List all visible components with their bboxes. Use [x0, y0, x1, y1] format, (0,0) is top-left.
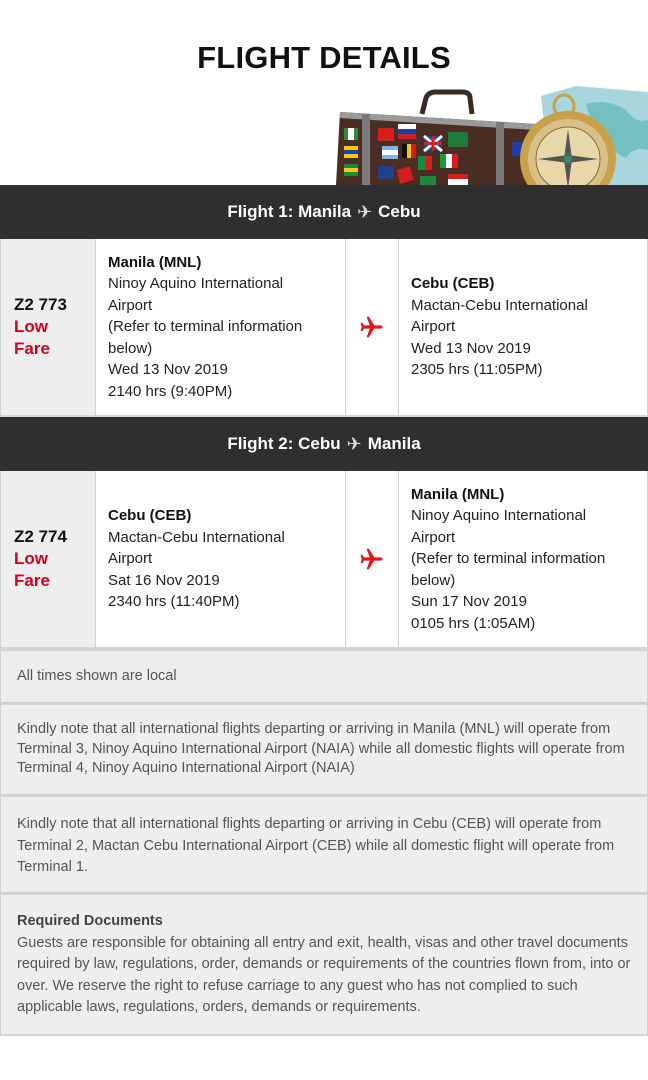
destination-time: 0105 hrs (1:05AM): [411, 614, 536, 632]
flight-1-code-cell: [1, 239, 96, 415]
origin-terminal-note-line1: (Refer to terminal information: [108, 318, 303, 336]
flight-number: Z2 773: [14, 295, 67, 314]
flight-2-direction: [346, 471, 399, 647]
flight-1-header: [0, 185, 648, 239]
fare-type-line1: Low: [14, 549, 48, 568]
flight-2-destination: [399, 471, 647, 647]
destination-date: Sun 17 Nov 2019: [411, 593, 527, 611]
flight-1-direction: [346, 239, 399, 415]
origin-airport-line1: Mactan-Cebu International: [108, 528, 285, 546]
destination-airport-line2: Airport: [411, 318, 456, 336]
origin-airport-line1: Ninoy Aquino International: [108, 275, 284, 293]
fare-type-line1: Low: [14, 317, 48, 336]
destination-date: Wed 13 Nov 2019: [411, 339, 531, 357]
hero-banner: [0, 0, 648, 185]
travel-suitcase-compass-image: [336, 84, 648, 185]
flight-2-origin: [96, 471, 346, 647]
manila-terminal-note: [0, 703, 648, 795]
airplane-icon: ✈: [357, 201, 373, 222]
flight-1-header-destination: Cebu: [378, 202, 421, 221]
destination-airport-line1: Ninoy Aquino International: [411, 507, 587, 525]
fare-type-line2: Fare: [14, 571, 50, 590]
flight-1-origin: [96, 239, 346, 415]
origin-airport-line2: Airport: [108, 296, 153, 314]
page-title: FLIGHT DETAILS: [197, 40, 451, 75]
flight-2-header-destination: Manila: [367, 434, 421, 453]
destination-airport-line1: Mactan-Cebu International: [411, 296, 588, 314]
origin-date: Sat 16 Nov 2019: [108, 571, 220, 589]
destination-terminal-note-line2: below): [411, 571, 456, 589]
origin-airport-line2: Airport: [108, 550, 153, 568]
required-documents-note: [0, 893, 648, 1036]
required-documents-body: Guests are responsible for obtaining all entry and exit, health, visas and other travel documents required by law, regulations, order, demands or requirements of the countries flown from, into or over. We reserve the right to refuse carriage to any guest who has not complied to such applicable laws, regulations, orders, demands or requirements.: [17, 934, 631, 1015]
destination-airport-line2: Airport: [411, 528, 456, 546]
fare-type-line2: Fare: [14, 339, 50, 358]
cebu-terminal-text: Kindly note that all international flights departing or arriving in Cebu (CEB) will operate from Terminal 2, Mactan Cebu International Airport (CEB) while all domestic flight will operate from Terminal 1.: [17, 816, 615, 875]
required-documents-title: Required Documents: [17, 913, 163, 929]
flight-number: Z2 774: [14, 527, 67, 546]
flight-1-header-origin: Flight 1: Manila: [227, 202, 352, 221]
manila-terminal-text: Kindly note that all international flights departing or arriving in Manila (MNL) will operate from Terminal 3, Ninoy Aquino International Airport (NAIA) while all domestic flights will operate from Terminal 4, Ninoy Aquino International Airport (NAIA): [17, 721, 625, 776]
flight-2-row: [0, 471, 648, 649]
origin-name: Manila (MNL): [108, 253, 202, 271]
destination-name: Manila (MNL): [411, 485, 505, 503]
flight-1-destination: [399, 239, 647, 415]
flight-1-row: [0, 239, 648, 417]
origin-time: 2140 hrs (9:40PM): [108, 382, 233, 400]
flight-2-code-cell: [1, 471, 96, 647]
red-airplane-icon: [358, 313, 386, 341]
red-airplane-icon: [358, 545, 386, 573]
destination-name: Cebu (CEB): [411, 275, 495, 293]
origin-name: Cebu (CEB): [108, 507, 192, 525]
local-times-note: [0, 649, 648, 703]
destination-terminal-note-line1: (Refer to terminal information: [411, 550, 606, 568]
origin-date: Wed 13 Nov 2019: [108, 361, 228, 379]
origin-time: 2340 hrs (11:40PM): [108, 593, 240, 611]
airplane-icon: ✈: [346, 433, 362, 454]
flight-2-header-origin: Flight 2: Cebu: [227, 434, 341, 453]
cebu-terminal-note: [0, 795, 648, 893]
destination-time: 2305 hrs (11:05PM): [411, 361, 543, 379]
local-times-text: All times shown are local: [17, 668, 177, 684]
origin-terminal-note-line2: below): [108, 339, 153, 357]
flight-2-header: [0, 417, 648, 471]
